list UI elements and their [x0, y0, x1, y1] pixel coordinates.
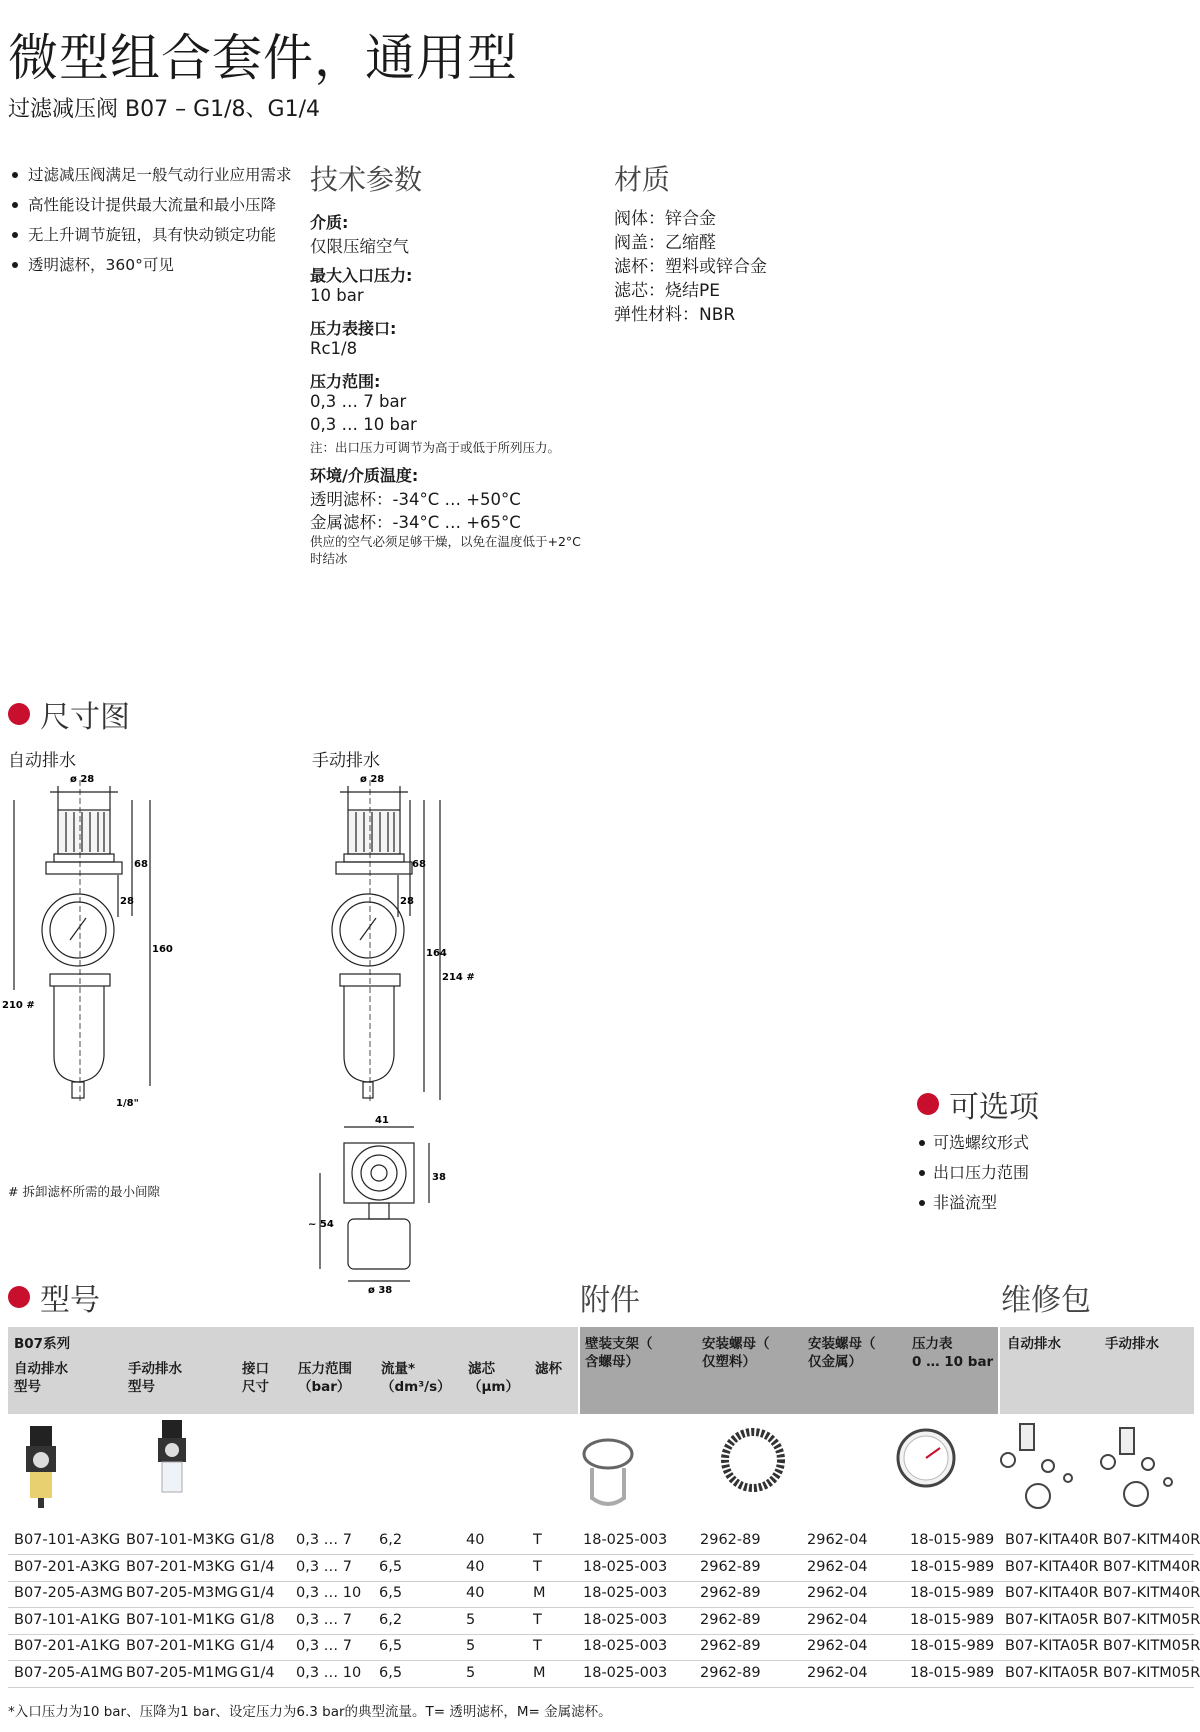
cell-manual-model: B07-205-M1MG: [126, 1664, 239, 1681]
cell-svc-auto: B07-KITA40R: [1005, 1558, 1099, 1575]
auto-drain-drawing: [0, 770, 200, 1120]
cell-gauge: 18-015-989: [910, 1558, 995, 1575]
dim-214-label: 214 #: [442, 972, 475, 983]
cell-nut-plastic: 2962-89: [700, 1532, 761, 1548]
cell-nut-plastic: 2962-89: [700, 1664, 761, 1681]
dim-28v-label: 28: [120, 896, 134, 907]
models-heading: [8, 1275, 100, 1319]
col-filter-2: （μm）: [468, 1379, 520, 1395]
cell-bracket: 18-025-003: [583, 1611, 668, 1628]
col-svc-manual: 手动排水: [1105, 1336, 1159, 1352]
auto-drain-label: 自动排水: [8, 751, 76, 771]
table-row: [8, 1633, 1200, 1661]
feature-item: 高性能设计提供最大流量和最小压降: [8, 190, 292, 220]
cell-auto-model: B07-201-A3KG: [14, 1558, 121, 1575]
material-item: 阀盖：乙缩醛: [614, 233, 716, 253]
temp-note-1: 供应的空气必须足够干燥，以免在温度低于+2°C: [310, 534, 581, 549]
cell-filter: 40: [466, 1585, 485, 1601]
specs-heading: 技术参数: [310, 163, 423, 196]
dim-164-label: 164: [426, 948, 447, 959]
dimensions-heading-text: 尺寸图: [40, 700, 130, 735]
cell-pressure-range: 0,3 … 7: [296, 1558, 353, 1575]
pressure-range-label: 压力范围:: [310, 372, 381, 391]
material-item: 弹性材料：NBR: [614, 305, 736, 325]
col-range-2: （bar）: [298, 1379, 351, 1395]
cell-svc-manual: B07-KITM05R: [1103, 1611, 1200, 1628]
col-port-1: 接口: [242, 1361, 269, 1377]
bullet-dot-icon: [8, 1286, 30, 1308]
manual-drain-drawing: [300, 770, 500, 1120]
col-range-1: 压力范围: [298, 1361, 352, 1377]
cell-manual-model: B07-201-M1KG: [126, 1638, 236, 1654]
max-inlet-label: 最大入口压力:: [310, 266, 413, 285]
cell-auto-model: B07-101-A3KG: [14, 1532, 121, 1548]
manual-drain-product-icon: [158, 1420, 186, 1492]
cell-port-size: G1/4: [240, 1558, 275, 1575]
top-view-drawing: [300, 1115, 480, 1295]
dim-38-label: 38: [432, 1172, 446, 1183]
service-kit-auto-icon: [1001, 1424, 1072, 1508]
cell-filter: 40: [466, 1532, 485, 1548]
cell-bracket: 18-025-003: [583, 1585, 668, 1601]
cell-flow: 6,5: [379, 1638, 403, 1654]
cell-flow: 6,2: [379, 1611, 403, 1628]
cell-nut-metal: 2962-04: [807, 1585, 868, 1601]
cell-manual-model: B07-201-M3KG: [126, 1558, 236, 1575]
cell-port-size: G1/8: [240, 1611, 275, 1628]
medium-value: 仅限压缩空气: [310, 237, 409, 256]
cell-bracket: 18-025-003: [583, 1532, 668, 1548]
cell-bracket: 18-025-003: [583, 1638, 668, 1654]
max-inlet-value: 10 bar: [310, 286, 364, 305]
cell-port-size: G1/8: [240, 1532, 275, 1548]
dim-41-label: 41: [375, 1115, 389, 1126]
cell-manual-model: B07-101-M3KG: [126, 1532, 236, 1548]
pressure-gauge-icon: [898, 1430, 954, 1486]
dim-160-label: 160: [152, 944, 173, 955]
cell-bowl: M: [533, 1664, 546, 1681]
table-row: [8, 1660, 1200, 1688]
col-nut-metal-2: 仅金属）: [808, 1354, 862, 1370]
plastic-nut-icon: [725, 1432, 781, 1488]
pressure-range-2: 0,3 … 10 bar: [310, 415, 417, 434]
option-item: 可选螺纹形式: [917, 1128, 1029, 1158]
cell-bowl: T: [533, 1611, 542, 1628]
cell-nut-metal: 2962-04: [807, 1638, 868, 1654]
cell-gauge: 18-015-989: [910, 1638, 995, 1654]
page-subtitle: 过滤减压阀 B07 – G1/8、G1/4: [8, 97, 320, 122]
cell-nut-metal: 2962-04: [807, 1611, 868, 1628]
col-gauge-2: 0 … 10 bar: [912, 1354, 994, 1370]
cell-pressure-range: 0,3 … 7: [296, 1532, 353, 1548]
medium-label: 介质:: [310, 213, 349, 232]
dim-28-label: ø 28: [360, 774, 385, 785]
wall-bracket-icon: [584, 1440, 632, 1504]
options-list: [917, 1128, 1029, 1218]
cell-flow: 6,5: [379, 1585, 403, 1601]
table-row: [8, 1580, 1200, 1608]
cell-bracket: 18-025-003: [583, 1558, 668, 1575]
material-item: 滤芯：烧结PE: [614, 281, 720, 301]
cell-filter: 5: [466, 1638, 476, 1654]
col-flow-1: 流量*: [381, 1361, 416, 1377]
cell-gauge: 18-015-989: [910, 1532, 995, 1548]
col-manual-drain: 手动排水: [128, 1361, 182, 1377]
dim-port-label: 1/8": [116, 1098, 139, 1109]
bullet-dot-icon: [8, 703, 30, 725]
cell-gauge: 18-015-989: [910, 1611, 995, 1628]
material-item: 滤杯：塑料或锌合金: [614, 257, 767, 277]
feature-list: [8, 160, 292, 280]
cell-flow: 6,2: [379, 1532, 403, 1548]
cell-filter: 5: [466, 1664, 476, 1681]
col-manual-model: 型号: [128, 1379, 155, 1395]
manual-drain-label: 手动排水: [312, 751, 380, 771]
col-port-2: 尺寸: [242, 1379, 269, 1395]
cell-pressure-range: 0,3 … 7: [296, 1638, 353, 1654]
dimensions-heading: [8, 692, 130, 736]
cell-auto-model: B07-201-A1KG: [14, 1638, 121, 1654]
dim-54-label: ~ 54: [308, 1219, 334, 1230]
cell-nut-metal: 2962-04: [807, 1558, 868, 1575]
gauge-port-label: 压力表接口:: [310, 319, 397, 338]
col-auto-model: 型号: [14, 1379, 41, 1395]
dim-38b-label: ø 38: [368, 1285, 393, 1295]
dimension-note: # 拆卸滤杯所需的最小间隙: [8, 1184, 160, 1199]
materials-heading: 材质: [614, 163, 671, 196]
col-nut-plastic-2: 仅塑料）: [702, 1354, 756, 1370]
cell-pressure-range: 0,3 … 10: [296, 1664, 362, 1681]
cell-flow: 6,5: [379, 1664, 403, 1681]
dim-68-label: 68: [134, 859, 148, 870]
cell-svc-auto: B07-KITA05R: [1005, 1664, 1099, 1681]
cell-bracket: 18-025-003: [583, 1664, 668, 1681]
cell-svc-manual: B07-KITM40R: [1103, 1532, 1200, 1548]
option-item: 出口压力范围: [917, 1158, 1029, 1188]
cell-svc-manual: B07-KITM40R: [1103, 1585, 1200, 1601]
cell-port-size: G1/4: [240, 1664, 275, 1681]
cell-pressure-range: 0,3 … 7: [296, 1611, 353, 1628]
product-images: [8, 1418, 1194, 1518]
pressure-range-1: 0,3 … 7 bar: [310, 392, 407, 411]
pressure-note: 注：出口压力可调节为高于或低于所列压力。: [310, 440, 561, 455]
auto-drain-product-icon: [26, 1426, 56, 1508]
col-bowl: 滤杯: [535, 1361, 562, 1377]
cell-bowl: T: [533, 1532, 542, 1548]
cell-auto-model: B07-205-A1MG: [14, 1664, 124, 1681]
feature-item: 过滤减压阀满足一般气动行业应用需求: [8, 160, 292, 190]
col-flow-2: （dm³/s）: [381, 1379, 451, 1395]
cell-auto-model: B07-101-A1KG: [14, 1611, 121, 1628]
cell-port-size: G1/4: [240, 1638, 275, 1654]
options-heading: [917, 1082, 1039, 1126]
cell-gauge: 18-015-989: [910, 1585, 995, 1601]
cell-svc-manual: B07-KITM40R: [1103, 1558, 1200, 1575]
table-row: [8, 1527, 1200, 1555]
col-nut-metal-1: 安装螺母（: [808, 1336, 876, 1352]
table-row: [8, 1607, 1200, 1635]
bullet-dot-icon: [917, 1093, 939, 1115]
cell-gauge: 18-015-989: [910, 1664, 995, 1681]
col-bracket-2: 含螺母）: [585, 1354, 639, 1370]
options-heading-text: 可选项: [949, 1090, 1039, 1125]
accessories-heading: 附件: [580, 1283, 640, 1318]
cell-svc-auto: B07-KITA05R: [1005, 1638, 1099, 1654]
cell-nut-plastic: 2962-89: [700, 1611, 761, 1628]
cell-nut-metal: 2962-04: [807, 1532, 868, 1548]
table-row: [8, 1554, 1200, 1582]
feature-item: 无上升调节旋钮，具有快动锁定功能: [8, 220, 292, 250]
cell-filter: 5: [466, 1611, 476, 1628]
page-title: 微型组合套件，通用型: [8, 29, 518, 87]
cell-nut-metal: 2962-04: [807, 1664, 868, 1681]
series-label: B07系列: [14, 1336, 71, 1352]
cell-bowl: T: [533, 1558, 542, 1575]
cell-svc-auto: B07-KITA40R: [1005, 1585, 1099, 1601]
dim-28-label: ø 28: [70, 774, 95, 785]
cell-manual-model: B07-101-M1KG: [126, 1611, 236, 1628]
dim-28v-label: 28: [400, 896, 414, 907]
models-heading-text: 型号: [40, 1283, 100, 1318]
col-nut-plastic-1: 安装螺母（: [702, 1336, 770, 1352]
cell-nut-plastic: 2962-89: [700, 1585, 761, 1601]
cell-svc-manual: B07-KITM05R: [1103, 1664, 1200, 1681]
feature-item: 透明滤杯，360°可见: [8, 250, 292, 280]
temp-clear-bowl: 透明滤杯：-34°C … +50°C: [310, 490, 521, 509]
dim-210-label: 210 #: [2, 1000, 35, 1011]
service-heading: 维修包: [1001, 1283, 1091, 1318]
cell-svc-auto: B07-KITA40R: [1005, 1532, 1099, 1548]
cell-bowl: M: [533, 1585, 546, 1601]
material-item: 阀体：锌合金: [614, 209, 716, 229]
cell-port-size: G1/4: [240, 1585, 275, 1601]
cell-nut-plastic: 2962-89: [700, 1638, 761, 1654]
gauge-port-value: Rc1/8: [310, 339, 358, 358]
service-kit-manual-icon: [1101, 1428, 1172, 1506]
col-bracket-1: 壁装支架（: [585, 1336, 653, 1352]
col-svc-auto: 自动排水: [1007, 1336, 1061, 1352]
cell-nut-plastic: 2962-89: [700, 1558, 761, 1575]
cell-filter: 40: [466, 1558, 485, 1575]
temp-note-2: 时结冰: [310, 551, 348, 566]
cell-manual-model: B07-205-M3MG: [126, 1585, 239, 1601]
cell-pressure-range: 0,3 … 10: [296, 1585, 362, 1601]
col-auto-drain: 自动排水: [14, 1361, 68, 1377]
col-filter-1: 滤芯: [468, 1361, 495, 1377]
dim-68-label: 68: [412, 859, 426, 870]
option-item: 非溢流型: [917, 1188, 1029, 1218]
cell-auto-model: B07-205-A3MG: [14, 1585, 124, 1601]
cell-svc-auto: B07-KITA05R: [1005, 1611, 1099, 1628]
col-gauge-1: 压力表: [912, 1336, 953, 1352]
footnote: *入口压力为10 bar、压降为1 bar、设定压力为6.3 bar的典型流量。T= 透明滤杯，M= 金属滤杯。: [8, 1704, 612, 1720]
cell-svc-manual: B07-KITM05R: [1103, 1638, 1200, 1654]
temp-label: 环境/介质温度:: [310, 466, 419, 485]
cell-bowl: T: [533, 1638, 542, 1654]
temp-metal-bowl: 金属滤杯：-34°C … +65°C: [310, 513, 521, 532]
cell-flow: 6,5: [379, 1558, 403, 1575]
